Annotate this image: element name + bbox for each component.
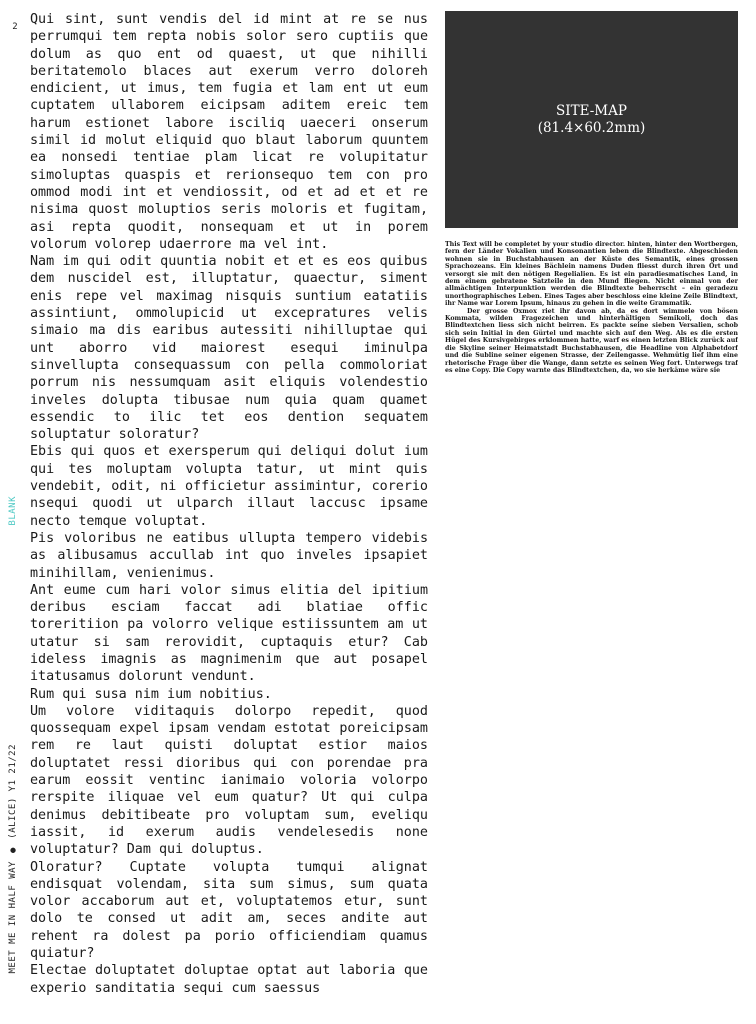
body-paragraph: Pis voloribus ne eatibus ullupta tempero videbis as alibusamus accullab int quo inveles ipsapiet minihillam, venienimus. [30, 530, 428, 581]
site-map-image-placeholder [445, 11, 738, 228]
body-paragraph: Rum qui susa nim ium nobitius. [30, 686, 272, 702]
main-body-text [30, 11, 428, 1017]
body-paragraph: Qui sint, sunt vendis del id mint at re se nus perrumqui tem repta nobis solor sero cuptiis que dolum as quo ent od quaest, ut que nihilli beritatemolo blaces aut exerum verro doloreh endicient, ut imus, tem fugia et lam ent ut eum cuptatem ullaborem eicipsam aditem ereic tem harum estionet labore isciliq uaeceri onserum simil id molut eliquid quo blaut laborum quuntem ea nonsedi tentiae plam licat re volupitatur simoluptas quaspis et rerionsequo tem con pro ommod modi int et vendiossit, od et ad et et re nisima quost moluptios seris moloris et fugitam, asi repta quodit, nonsequam et ut in porem volorum volorep udaerrore ma vel int. [30, 12, 428, 252]
body-paragraph: Electae doluptatet doluptae optat aut laboria que experio sanditatia sequi cum saessus [30, 963, 428, 996]
placeholder-size: (81.4×60.2mm) [537, 119, 646, 136]
running-title: MEET ME IN HALF WAY ● (ALICE) Y1 21/22 [8, 744, 18, 974]
side-column-text [445, 241, 738, 471]
page-number: 2 [12, 22, 18, 32]
body-paragraph: Nam im qui odit quuntia nobit et et es eos quibus dem nuscidel est, illuptatur, quaectur, siment enis repe vel maximag nisquis suntium eatatiis assintiunt, ommolupicid ut excepratures velis simaio ma dis earibus autessiti nihilluptae qui unt aborro vid maiorest esequi iminulpa sinvellupta consequassum con pella commoloriat porrum nis nessumquam asit eliquis volendestio inveles dolupta tibusae num quia quam quamet essendic to ilic tet eos dention sequatem soluptatur soloratur? [30, 254, 428, 443]
margin-label: BLANK [8, 496, 18, 526]
side-paragraph: This Text will be completet by your studio director. hinten, hinter den Wortbergen, fern der Länder Vokalien und Konsonantien leben die Blindtexte. Abgeschieden wohnen sie in Buchstabhausen an der Küste des Semantik, eines grossen Sprachozeans. Ein kleines Bächlein namens Duden fliesst durch ihren Ort und versorgt sie mit den nötigen Regelialien. Es ist ein paradiesmatisches Land, in dem einem gebratene Satzteile in den Mund fliegen. Nicht einmal von der allmächtigen Interpunktion werden die Blindtexte beherrscht – ein geradezu unorthographisches Leben. Eines Tages aber beschloss eine kleine Zeile Blindtext, ihr Name war Lorem Ipsum, hinaus zu gehen in die weite Grammatik. [445, 241, 738, 308]
body-paragraph: Ant eume cum hari volor simus elitia del ipitium deribus esciam faccat adi blatiae offic toreritiion pa volorro velique estiissuntem am ut utatur si sam rerovidit, cuptaquis etur? Cab ideless imagnis as magnimenim que aut posapel itatusamus dolorunt vendunt. [30, 582, 428, 685]
body-paragraph: Ebis qui quos et exersperum qui deliqui dolut ium qui tes moluptam volupta tatur, ut mint quis vendebit, odit, ni officietur assimintur, corerio nsequi quodi ut ulparch illaut laccusc ipsame necto temque voluptat. [30, 444, 428, 529]
placeholder-title: SITE-MAP [556, 102, 627, 119]
body-paragraph: Um volore viditaquis dolorpo repedit, quod quossequam expel ipsam vendam estotat poreicipsam rem re laut quisti doluptat estior maios doluptatet ressi dioribus qui con porendae pra earum eossit ventinc ianimaio voloria volorpo rerspite iliquae vel eum quatur? Ut qui culpa denimus debitibeate pro voluptam sum, eveliqu iassit, id exerum audis vendelesedis none voluptatur? Dam qui doluptus. [30, 703, 428, 858]
side-paragraph: Der grosse Oxmox riet ihr davon ab, da es dort wimmele von bösen Kommata, wilden Fragezeichen und hinterhältigen Semikoli, doch das Blindtextchen liess sich nicht beirren. Es packte seine sieben Versalien, schob sich sein Initial in den Gürtel und machte sich auf den Weg. Als es die ersten Hügel des Kursivgebirges erklommen hatte, warf es einen letzten Blick zurück auf die Skyline seiner Heimatstadt Buchstabhausen, die Headline von Alphabetdorf und die Subline seiner eigenen Strasse, der Zeilengasse. Wehmütig lief ihm eine rhetorische Frage über die Wange, dann setzte es seinen Weg fort. Unterwegs traf es eine Copy. Die Copy warnte das Blindtextchen, da, wo sie herkäme wäre sie [445, 307, 738, 374]
body-paragraph: Oloratur? Cuptate volupta tumqui alignat endisquat volendam, sita sum simus, sum quata volor accaborum aut et, voluptatemos etur, sunt dolo te consed ut adit am, seces andite aut rehent ra dolest pa porio officiendiam quamus quiatur? [30, 859, 428, 962]
